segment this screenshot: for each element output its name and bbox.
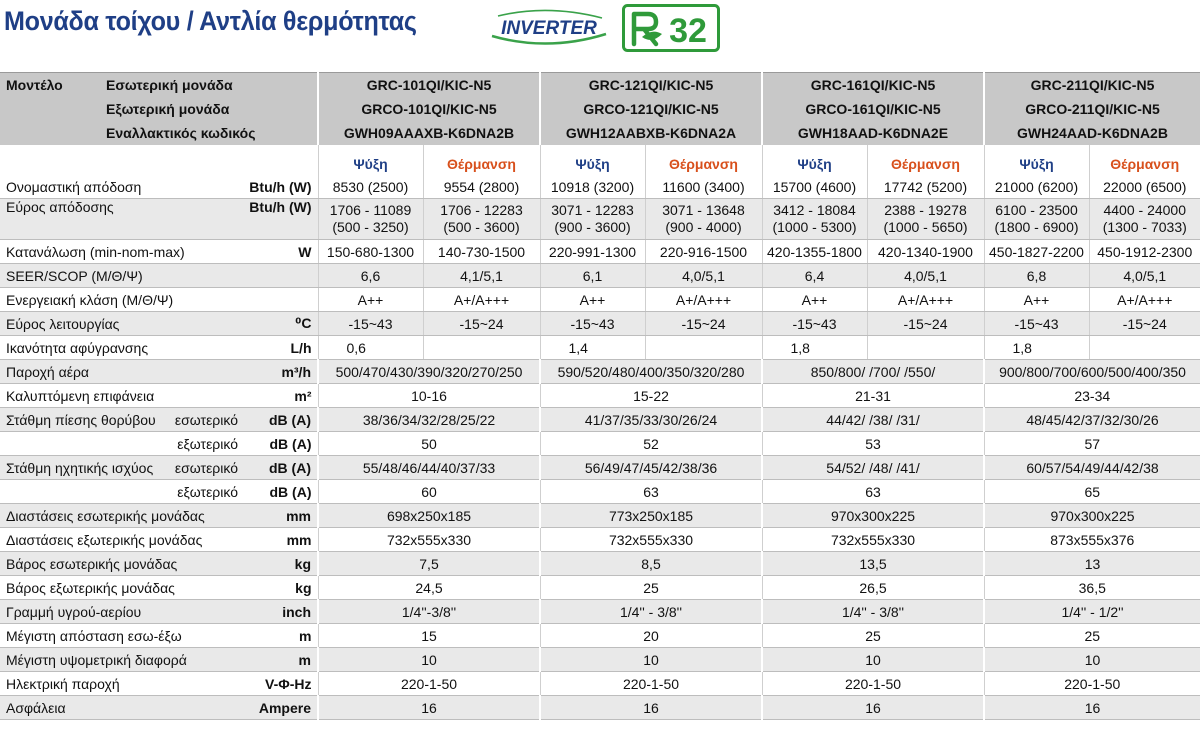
airflow-row bbox=[0, 360, 1200, 384]
indoor-label: Εσωτερική μονάδα bbox=[100, 73, 318, 98]
value-cell: 63 bbox=[540, 480, 762, 504]
row-unit: L/h bbox=[238, 336, 318, 360]
cooling-label: Ψύξη bbox=[984, 145, 1089, 175]
row-unit: kg bbox=[238, 552, 318, 576]
value-cell: A++ bbox=[540, 288, 645, 312]
value-cell: 450-1912-2300 bbox=[1089, 240, 1200, 264]
value-cell: 773x250x185 bbox=[540, 504, 762, 528]
row-label: Ενεργειακή κλάση (Μ/Θ/Ψ) bbox=[0, 288, 238, 312]
row-unit: m bbox=[238, 648, 318, 672]
seer-row bbox=[0, 264, 1200, 288]
row-unit: Btu/h (W) bbox=[238, 175, 318, 199]
row-label: Διαστάσεις εξωτερικής μονάδας bbox=[0, 528, 238, 552]
value-cell: 1/4'' - 1/2'' bbox=[984, 600, 1200, 624]
row-unit: m bbox=[238, 624, 318, 648]
value-cell: 26,5 bbox=[762, 576, 984, 600]
value-cell: 900/800/700/600/500/400/350 bbox=[984, 360, 1200, 384]
value-cell: (900 - 4000) bbox=[665, 219, 742, 235]
model-outdoor: GRCO-211QI/KIC-N5 bbox=[984, 97, 1200, 121]
value-cell: 1/4''-3/8'' bbox=[318, 600, 540, 624]
row-label: Μέγιστη απόσταση εσω-έξω bbox=[0, 624, 238, 648]
row-unit: mm bbox=[238, 528, 318, 552]
value-cell: 4400 - 24000 bbox=[1103, 202, 1187, 218]
row-unit: Ampere bbox=[238, 696, 318, 720]
value-cell: 6100 - 23500 bbox=[995, 202, 1078, 218]
value-cell: (500 - 3600) bbox=[443, 219, 520, 235]
model-indoor: GRC-101QI/KIC-N5 bbox=[318, 73, 540, 98]
value-cell: 60 bbox=[318, 480, 540, 504]
heating-label: Θέρμανση bbox=[867, 145, 984, 175]
value-cell: (900 - 3600) bbox=[554, 219, 631, 235]
value-cell: 732x555x330 bbox=[318, 528, 540, 552]
model-alt-code: GWH12AABXB-K6DNA2A bbox=[540, 121, 762, 145]
value-cell: 53 bbox=[762, 432, 984, 456]
row-label: Εύρος απόδοσης bbox=[0, 199, 238, 240]
value-cell: 2388 - 19278 bbox=[884, 202, 967, 218]
weight-outdoor-row bbox=[0, 576, 1200, 600]
row-sublabel: εξωτερικό bbox=[0, 480, 238, 504]
spec-table bbox=[0, 72, 1200, 720]
model-indoor: GRC-161QI/KIC-N5 bbox=[762, 73, 984, 98]
value-cell: -15~43 bbox=[318, 312, 423, 336]
value-cell: 1/4'' - 3/8'' bbox=[540, 600, 762, 624]
dim-indoor-row bbox=[0, 504, 1200, 528]
value-cell: 17742 (5200) bbox=[867, 175, 984, 199]
value-cell: A++ bbox=[318, 288, 423, 312]
value-cell: -15~24 bbox=[645, 312, 762, 336]
value-cell: 7,5 bbox=[318, 552, 540, 576]
maxheight-row bbox=[0, 648, 1200, 672]
value-cell: 52 bbox=[540, 432, 762, 456]
alt-code-label: Εναλλακτικός κωδικός bbox=[100, 121, 318, 145]
value-cell: 23-34 bbox=[984, 384, 1200, 408]
value-cell: 13,5 bbox=[762, 552, 984, 576]
energy-row bbox=[0, 288, 1200, 312]
value-cell: 732x555x330 bbox=[540, 528, 762, 552]
nominal-row bbox=[0, 175, 1200, 199]
value-cell: 10 bbox=[984, 648, 1200, 672]
row-unit: dB (A) bbox=[238, 408, 318, 432]
row-unit: inch bbox=[238, 600, 318, 624]
value-cell: 4,0/5,1 bbox=[645, 264, 762, 288]
model-outdoor: GRCO-161QI/KIC-N5 bbox=[762, 97, 984, 121]
row-unit: ⁰C bbox=[238, 312, 318, 336]
row-unit: Btu/h (W) bbox=[238, 199, 318, 240]
pwl-indoor-row bbox=[0, 456, 1200, 480]
spl-outdoor-row bbox=[0, 432, 1200, 456]
value-cell: 6,4 bbox=[762, 264, 867, 288]
value-cell: 220-1-50 bbox=[984, 672, 1200, 696]
value-cell: 450-1827-2200 bbox=[984, 240, 1089, 264]
value-cell: 4,0/5,1 bbox=[867, 264, 984, 288]
value-cell: 1,8 bbox=[762, 336, 867, 360]
value-cell: 22000 (6500) bbox=[1089, 175, 1200, 199]
row-label: Διαστάσεις εσωτερικής μονάδας bbox=[0, 504, 238, 528]
value-cell: 24,5 bbox=[318, 576, 540, 600]
value-cell: 41/37/35/33/30/26/24 bbox=[540, 408, 762, 432]
page-title: Μονάδα τοίχου / Αντλία θερμότητας bbox=[4, 6, 417, 36]
mode-row bbox=[0, 145, 1200, 175]
row-unit: mm bbox=[238, 504, 318, 528]
value-cell: 4,1/5,1 bbox=[423, 264, 540, 288]
row-label: Γραμμή υγρού-αερίου bbox=[0, 600, 238, 624]
row-unit: kg bbox=[238, 576, 318, 600]
value-cell: 6,8 bbox=[984, 264, 1089, 288]
cooling-label: Ψύξη bbox=[318, 145, 423, 175]
page-header bbox=[0, 0, 1200, 72]
value-cell: 6,1 bbox=[540, 264, 645, 288]
model-alt-code: GWH09AAAXB-K6DNA2B bbox=[318, 121, 540, 145]
value-cell: 16 bbox=[540, 696, 762, 720]
row-unit: dB (A) bbox=[238, 456, 318, 480]
value-cell: 16 bbox=[984, 696, 1200, 720]
value-cell: A++ bbox=[984, 288, 1089, 312]
value-cell: 8,5 bbox=[540, 552, 762, 576]
value-cell: -15~24 bbox=[423, 312, 540, 336]
value-cell: (1300 - 7033) bbox=[1102, 219, 1187, 235]
pwl-outdoor-row bbox=[0, 480, 1200, 504]
row-unit: dB (A) bbox=[238, 480, 318, 504]
value-cell: 150-680-1300 bbox=[318, 240, 423, 264]
dehum-row bbox=[0, 336, 1200, 360]
row-unit: dB (A) bbox=[238, 432, 318, 456]
value-cell: 36,5 bbox=[984, 576, 1200, 600]
value-cell: 1/4'' - 3/8'' bbox=[762, 600, 984, 624]
value-cell: 65 bbox=[984, 480, 1200, 504]
value-cell: 63 bbox=[762, 480, 984, 504]
row-label: Μέγιστη υψομετρική διαφορά bbox=[0, 648, 238, 672]
value-cell: 3071 - 13648 bbox=[662, 202, 745, 218]
outdoor-label: Εξωτερική μονάδα bbox=[100, 97, 318, 121]
value-cell: A+/A+++ bbox=[1089, 288, 1200, 312]
row-label: Εύρος λειτουργίας bbox=[0, 312, 238, 336]
value-cell: 60/57/54/49/44/42/38 bbox=[984, 456, 1200, 480]
value-cell: (1000 - 5650) bbox=[883, 219, 968, 235]
value-cell: 56/49/47/45/42/38/36 bbox=[540, 456, 762, 480]
value-cell: -15~43 bbox=[540, 312, 645, 336]
value-cell: 6,6 bbox=[318, 264, 423, 288]
value-cell: 220-991-1300 bbox=[540, 240, 645, 264]
value-cell: 590/520/480/400/350/320/280 bbox=[540, 360, 762, 384]
value-cell: 11600 (3400) bbox=[645, 175, 762, 199]
heating-label: Θέρμανση bbox=[423, 145, 540, 175]
value-cell: 20 bbox=[540, 624, 762, 648]
value-cell: 21000 (6200) bbox=[984, 175, 1089, 199]
value-cell: 220-1-50 bbox=[318, 672, 540, 696]
value-cell: (500 - 3250) bbox=[332, 219, 409, 235]
value-cell: 57 bbox=[984, 432, 1200, 456]
model-label: Μοντέλο bbox=[0, 73, 100, 98]
value-cell: 15 bbox=[318, 624, 540, 648]
value-cell: 25 bbox=[540, 576, 762, 600]
cooling-label: Ψύξη bbox=[540, 145, 645, 175]
value-cell: 698x250x185 bbox=[318, 504, 540, 528]
value-cell: A+/A+++ bbox=[423, 288, 540, 312]
value-cell: 15700 (4600) bbox=[762, 175, 867, 199]
value-cell: 15-22 bbox=[540, 384, 762, 408]
value-cell: 44/42/ /38/ /31/ bbox=[762, 408, 984, 432]
value-cell: 10 bbox=[762, 648, 984, 672]
value-cell: A+/A+++ bbox=[867, 288, 984, 312]
model-indoor: GRC-121QI/KIC-N5 bbox=[540, 73, 762, 98]
value-cell: 1,8 bbox=[984, 336, 1089, 360]
value-cell: (1800 - 6900) bbox=[994, 219, 1079, 235]
row-sublabel: εσωτερικό bbox=[174, 460, 238, 476]
spl-indoor-row bbox=[0, 408, 1200, 432]
row-label: SEER/SCOP (Μ/Θ/Ψ) bbox=[0, 264, 238, 288]
value-cell: -15~24 bbox=[1089, 312, 1200, 336]
value-cell: 3412 - 18084 bbox=[773, 202, 856, 218]
value-cell: 1,4 bbox=[540, 336, 645, 360]
row-label: Ικανότητα αφύγρανσης bbox=[0, 336, 238, 360]
value-cell: 16 bbox=[762, 696, 984, 720]
value-cell: 732x555x330 bbox=[762, 528, 984, 552]
row-sublabel: εξωτερικό bbox=[0, 432, 238, 456]
consumption-row bbox=[0, 240, 1200, 264]
value-cell: -15~24 bbox=[867, 312, 984, 336]
value-cell: 10 bbox=[540, 648, 762, 672]
value-cell: 500/470/430/390/320/270/250 bbox=[318, 360, 540, 384]
row-label: Καλυπτόμενη επιφάνεια bbox=[0, 384, 238, 408]
header-row-alt bbox=[0, 121, 1200, 145]
value-cell: 970x300x225 bbox=[984, 504, 1200, 528]
value-cell: 25 bbox=[984, 624, 1200, 648]
heating-label: Θέρμανση bbox=[1089, 145, 1200, 175]
value-cell: 10-16 bbox=[318, 384, 540, 408]
value-cell: 8530 (2500) bbox=[318, 175, 423, 199]
value-cell: A++ bbox=[762, 288, 867, 312]
value-cell: 140-730-1500 bbox=[423, 240, 540, 264]
value-cell: 970x300x225 bbox=[762, 504, 984, 528]
row-label: Στάθμη πίεσης θορύβου bbox=[6, 411, 156, 428]
row-label: Ονομαστική απόδοση bbox=[0, 175, 238, 199]
row-unit: m³/h bbox=[238, 360, 318, 384]
fuse-row bbox=[0, 696, 1200, 720]
model-alt-code: GWH18AAD-K6DNA2E bbox=[762, 121, 984, 145]
value-cell: -15~43 bbox=[984, 312, 1089, 336]
model-outdoor: GRCO-101QI/KIC-N5 bbox=[318, 97, 540, 121]
row-label: Ηλεκτρική παροχή bbox=[0, 672, 238, 696]
value-cell: 10 bbox=[318, 648, 540, 672]
header-row-indoor bbox=[0, 73, 1200, 98]
row-label: Ασφάλεια bbox=[0, 696, 238, 720]
value-cell: (1000 - 5300) bbox=[772, 219, 857, 235]
value-cell: 4,0/5,1 bbox=[1089, 264, 1200, 288]
oprange-row bbox=[0, 312, 1200, 336]
model-alt-code: GWH24AAD-K6DNA2B bbox=[984, 121, 1200, 145]
r32-logo bbox=[622, 4, 720, 52]
pipe-row bbox=[0, 600, 1200, 624]
value-cell: 3071 - 12283 bbox=[551, 202, 634, 218]
weight-indoor-row bbox=[0, 552, 1200, 576]
value-cell: 220-1-50 bbox=[540, 672, 762, 696]
heating-label: Θέρμανση bbox=[645, 145, 762, 175]
row-unit: W bbox=[238, 240, 318, 264]
value-cell: 220-916-1500 bbox=[645, 240, 762, 264]
value-cell: 16 bbox=[318, 696, 540, 720]
row-unit: m² bbox=[238, 384, 318, 408]
value-cell: 850/800/ /700/ /550/ bbox=[762, 360, 984, 384]
value-cell: 48/45/42/37/32/30/26 bbox=[984, 408, 1200, 432]
row-label: Στάθμη ηχητικής ισχύος bbox=[6, 459, 154, 476]
value-cell: 220-1-50 bbox=[762, 672, 984, 696]
row-unit: V-Φ-Hz bbox=[238, 672, 318, 696]
value-cell: 50 bbox=[318, 432, 540, 456]
value-cell: A+/A+++ bbox=[645, 288, 762, 312]
value-cell: 1706 - 11089 bbox=[329, 202, 412, 218]
r32-label: 32 bbox=[669, 12, 707, 50]
maxdist-row bbox=[0, 624, 1200, 648]
dim-outdoor-row bbox=[0, 528, 1200, 552]
model-outdoor: GRCO-121QI/KIC-N5 bbox=[540, 97, 762, 121]
value-cell: 10918 (3200) bbox=[540, 175, 645, 199]
row-label: Βάρος εσωτερικής μονάδας bbox=[0, 552, 238, 576]
power-row bbox=[0, 672, 1200, 696]
value-cell: 38/36/34/32/28/25/22 bbox=[318, 408, 540, 432]
value-cell: 420-1340-1900 bbox=[867, 240, 984, 264]
value-cell: 54/52/ /48/ /41/ bbox=[762, 456, 984, 480]
value-cell: 873x555x376 bbox=[984, 528, 1200, 552]
model-indoor: GRC-211QI/KIC-N5 bbox=[984, 73, 1200, 98]
row-label: Βάρος εξωτερικής μονάδας bbox=[0, 576, 238, 600]
inverter-label: INVERTER bbox=[501, 18, 597, 39]
cooling-label: Ψύξη bbox=[762, 145, 867, 175]
row-sublabel: εσωτερικό bbox=[174, 412, 238, 428]
area-row bbox=[0, 384, 1200, 408]
value-cell: 9554 (2800) bbox=[423, 175, 540, 199]
value-cell: 55/48/46/44/40/37/33 bbox=[318, 456, 540, 480]
inverter-logo bbox=[488, 6, 610, 48]
header-row-outdoor bbox=[0, 97, 1200, 121]
row-label: Κατανάλωση (min-nom-max) bbox=[0, 240, 238, 264]
range-row bbox=[0, 199, 1200, 240]
value-cell: 21-31 bbox=[762, 384, 984, 408]
value-cell: 25 bbox=[762, 624, 984, 648]
row-label: Παροχή αέρα bbox=[0, 360, 238, 384]
value-cell: 0,6 bbox=[318, 336, 423, 360]
value-cell: -15~43 bbox=[762, 312, 867, 336]
value-cell: 13 bbox=[984, 552, 1200, 576]
value-cell: 1706 - 12283 bbox=[440, 202, 523, 218]
value-cell: 420-1355-1800 bbox=[762, 240, 867, 264]
